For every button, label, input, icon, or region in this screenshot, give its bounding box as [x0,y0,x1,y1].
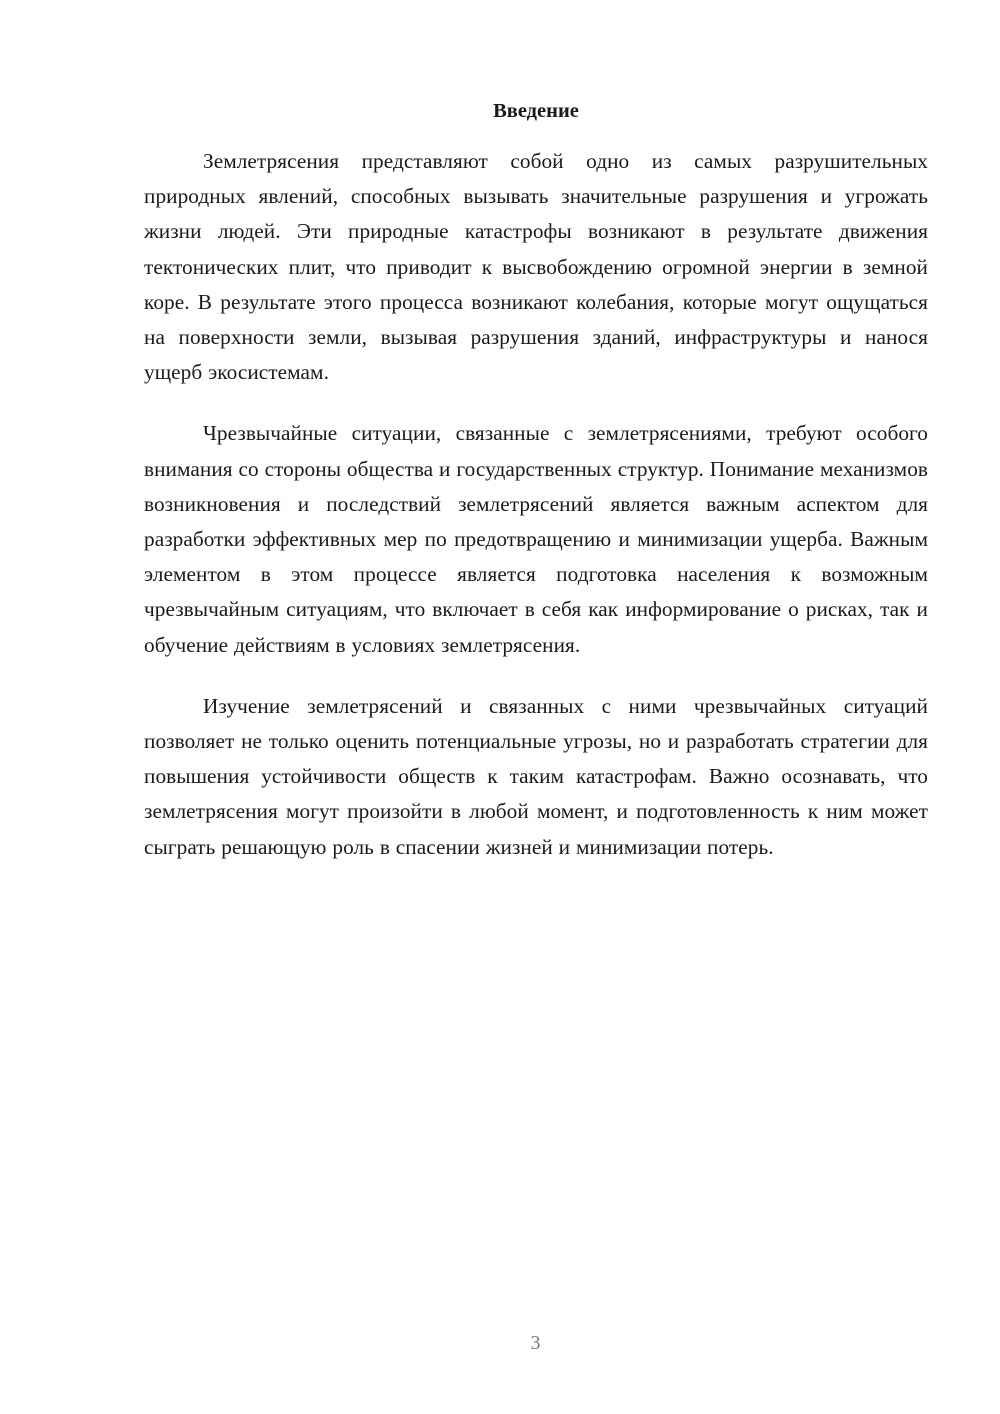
page-content [144,94,928,891]
paragraph-2: Чрезвычайные ситуации, связанные с землетрясениями, требуют особого внимания со стороны общества и государственных структур. Понимание механизмов возникновения и последствий землетрясений является важным аспектом для разработки эффективных мер по предотвращению и минимизации ущерба. Важным элементом в этом процессе является подготовка населения к возможным чрезвычайным ситуациям, что включает в себя как информирование о рисках, так и обучение действиям в условиях землетрясения. [144,421,928,657]
page-number: 3 [530,1332,541,1354]
paragraph-3: Изучение землетрясений и связанных с ними чрезвычайных ситуаций позволяет не только оценить потенциальные угрозы, но и разработать стратегии для повышения устойчивости обществ к таким катастрофам. Важно осознавать, что землетрясения могут произойти в любой момент, и подготовленность к ним может сыграть решающую роль в спасении жизней и минимизации потерь. [144,693,928,859]
section-title: Введение [493,100,579,122]
paragraph-1: Землетрясения представляют собой одно из самых разрушительных природных явлений, способных вызывать значительные разрушения и угрожать жизни людей. Эти природные катастрофы возникают в результате движения тектонических плит, что приводит к высвобождению огромной энергии в земной коре. В результате этого процесса возникают колебания, которые могут ощущаться на поверхности земли, вызывая разрушения зданий, инфраструктуры и нанося ущерб экосистемам. [144,149,928,385]
